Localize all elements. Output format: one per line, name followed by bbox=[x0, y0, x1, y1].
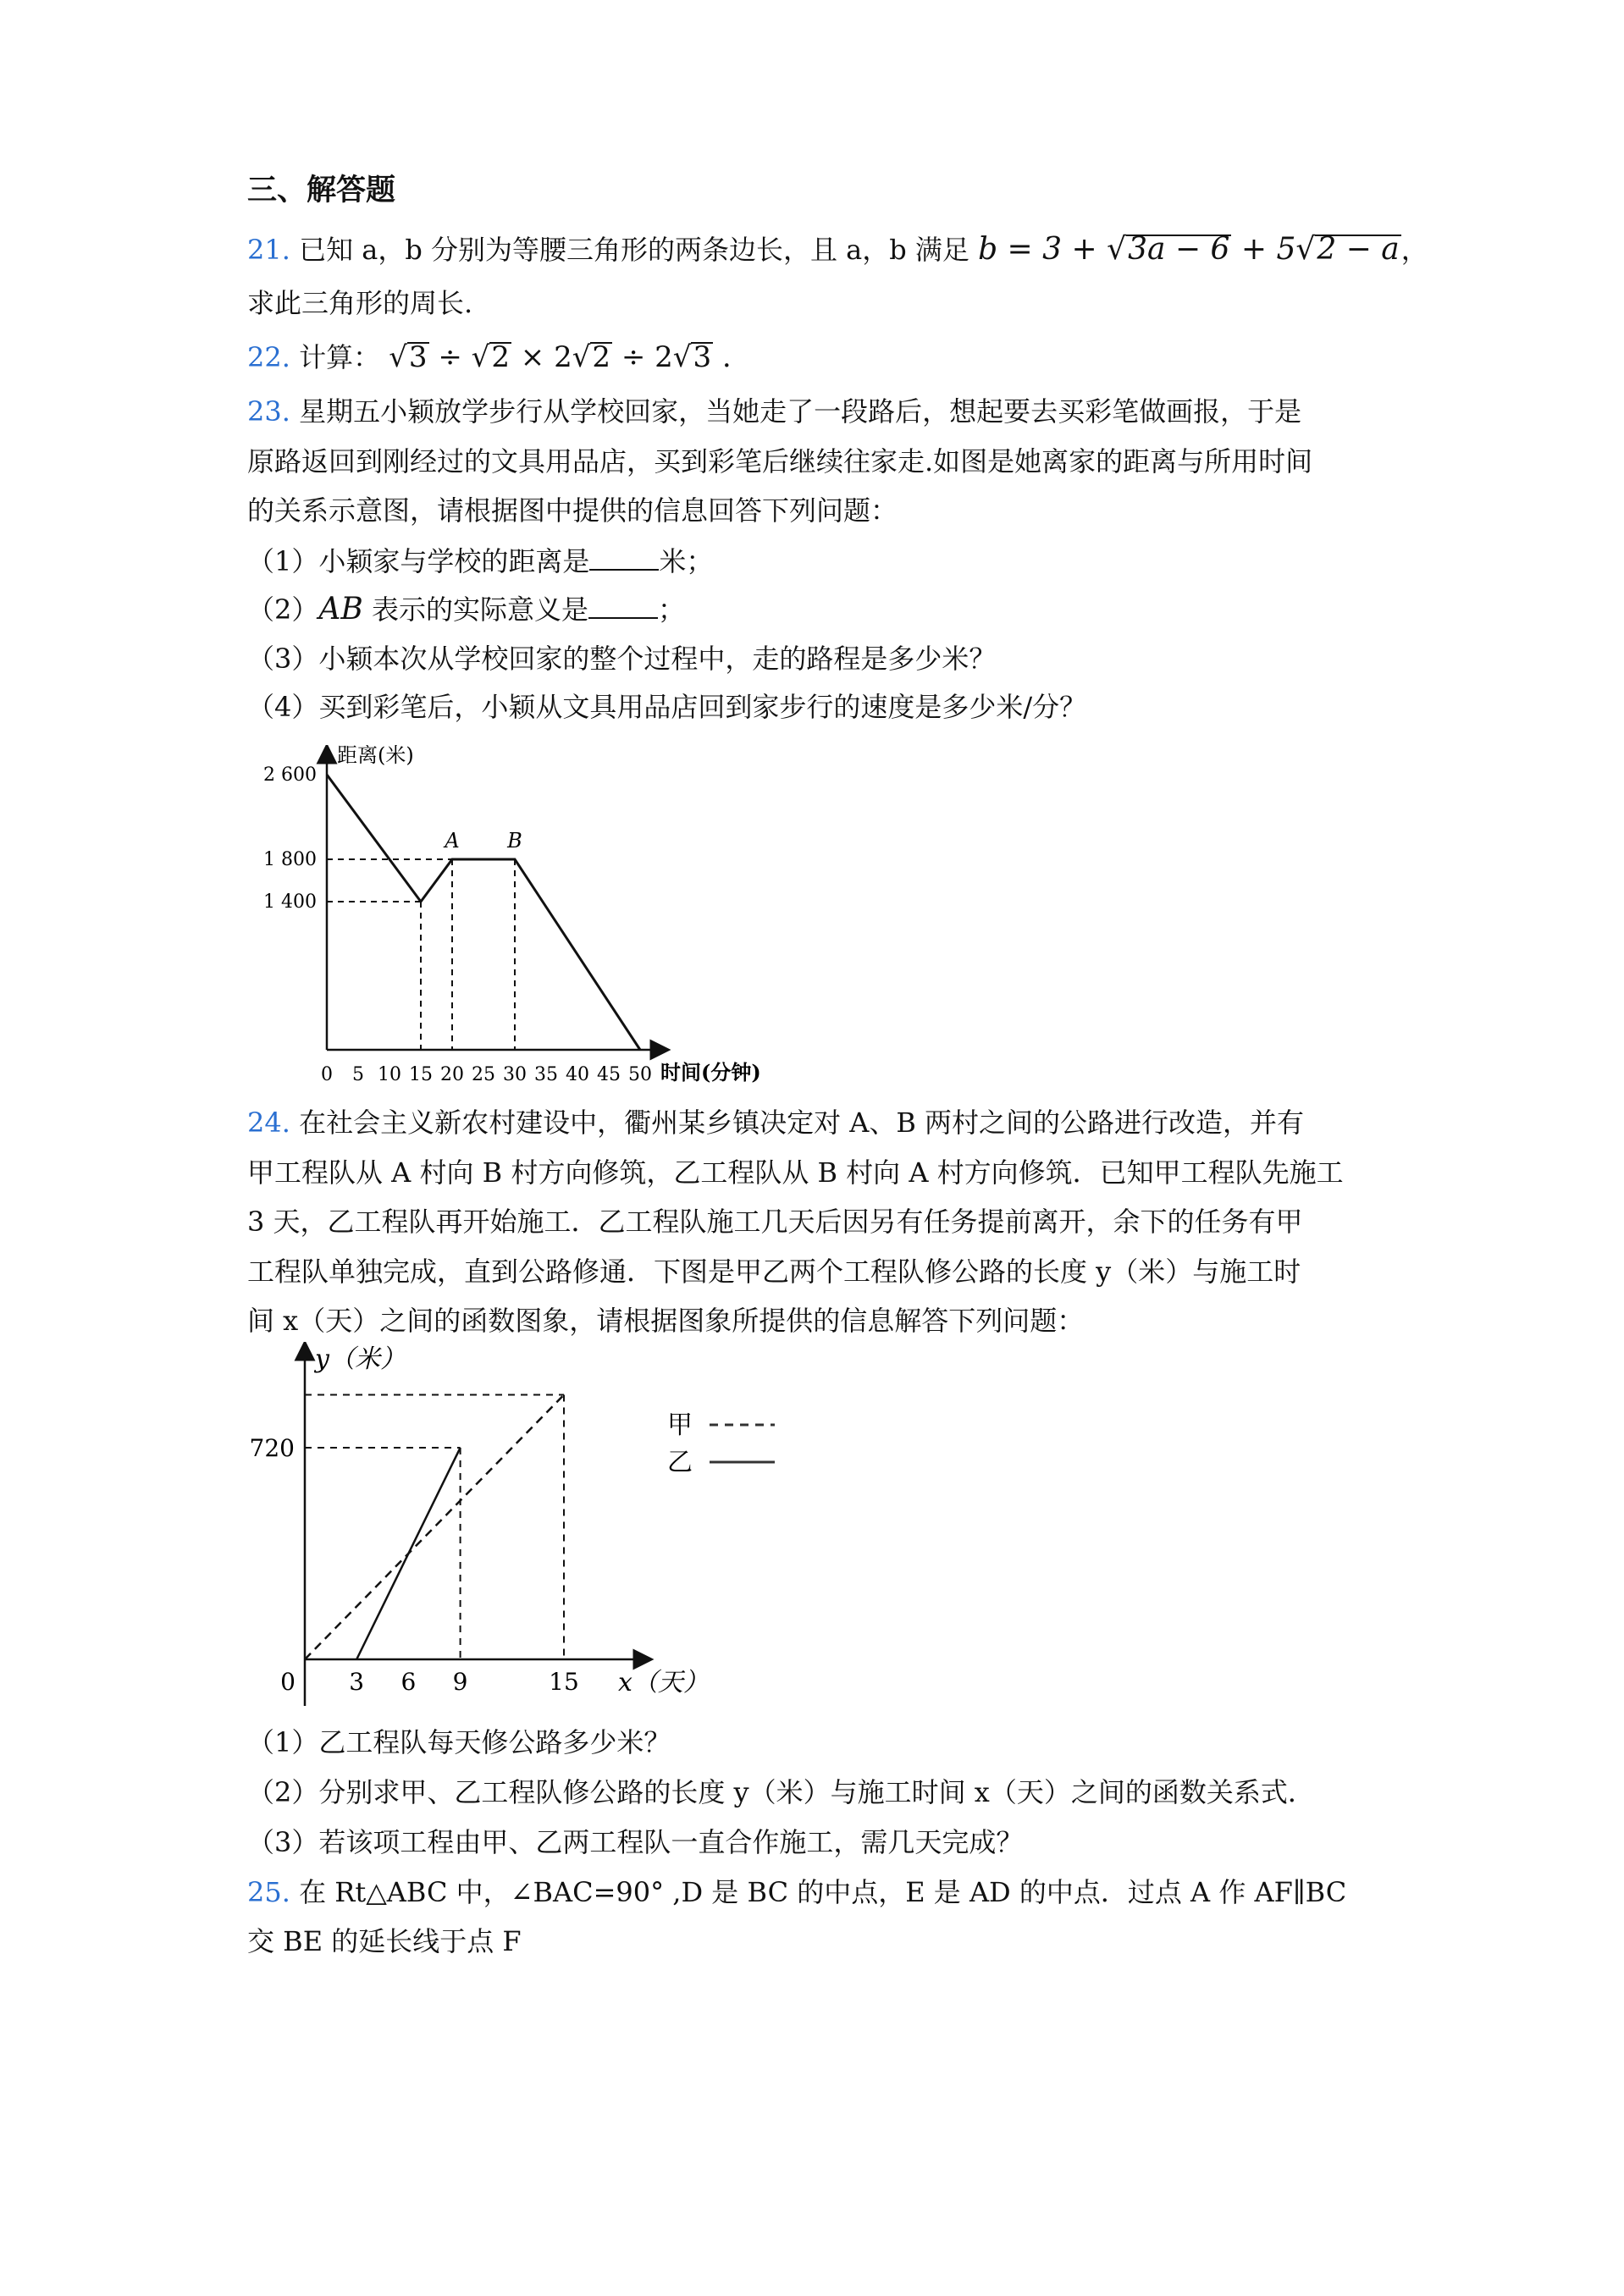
question-24-line-3: 3 天，乙工程队再开始施工．乙工程队施工几天后因另有任务提前离开，余下的任务有甲 bbox=[247, 1206, 1303, 1238]
radicand: 2 bbox=[592, 340, 611, 374]
part-text: 表示的实际意义是 bbox=[372, 593, 589, 626]
segment-label: AB bbox=[318, 592, 363, 626]
x-tick-label: 0 bbox=[321, 1064, 333, 1084]
road-length-chart bbox=[237, 1342, 830, 1723]
x-tick-label: 3 bbox=[349, 1668, 365, 1696]
radicand: 3a − 6 bbox=[1128, 232, 1230, 267]
x-tick-label: 35 bbox=[534, 1064, 558, 1084]
question-24-part-3: （3）若该项工程由甲、乙两工程队一直合作施工，需几天完成？ bbox=[247, 1826, 1024, 1858]
legend-label-jia: 甲 bbox=[667, 1410, 693, 1440]
x-tick-label: 15 bbox=[409, 1064, 433, 1084]
question-number: 21. bbox=[247, 234, 290, 266]
part-text: ； bbox=[658, 593, 686, 626]
formula-part: + 5 bbox=[1231, 232, 1296, 267]
question-23-part-3: （3）小颖本次从学校回家的整个过程中，走的路程是多少米？ bbox=[247, 643, 997, 675]
question-text: 在社会主义新农村建设中，衢州某乡镇决定对 A、B 两村之间的公路进行改造，并有 bbox=[299, 1107, 1305, 1139]
x-tick-label: 6 bbox=[400, 1668, 417, 1696]
y-axis-label: 距离(米) bbox=[337, 745, 414, 767]
question-24-part-2: （2）分别求甲、乙工程队修公路的长度 y（米）与施工时间 x（天）之间的函数关系式． bbox=[247, 1776, 1315, 1808]
question-23-line-3: 的关系示意图，请根据图中提供的信息回答下列问题： bbox=[247, 494, 898, 527]
answer-blank[interactable] bbox=[588, 593, 658, 619]
question-number: 22. bbox=[247, 341, 290, 373]
question-number: 23. bbox=[247, 395, 290, 428]
question-24-part-1: （1）乙工程队每天修公路多少米？ bbox=[247, 1726, 671, 1758]
x-tick-label: 0 bbox=[280, 1668, 296, 1696]
question-24-line-4: 工程队单独完成，直到公路修通．下图是甲乙两个工程队修公路的长度 y（米）与施工时 bbox=[247, 1256, 1301, 1288]
x-tick-label: 15 bbox=[549, 1668, 579, 1696]
radicand: 3 bbox=[693, 340, 712, 374]
operator: ÷ bbox=[428, 340, 472, 374]
formula: b = 3 + √3a − 6 + 5√2 − a bbox=[978, 232, 1400, 267]
x-tick-label: 30 bbox=[503, 1064, 527, 1084]
answer-blank[interactable] bbox=[589, 545, 659, 571]
radicand: 3 bbox=[408, 340, 428, 374]
question-25-line-2: 交 BE 的延长线于点 F bbox=[247, 1925, 522, 1957]
x-tick-label: 9 bbox=[452, 1668, 468, 1696]
part-text: （1）小颖家与学校的距离是 bbox=[247, 545, 590, 577]
y-tick-label: 720 bbox=[249, 1434, 295, 1463]
question-22 bbox=[247, 340, 732, 374]
x-axis-label: 时间(分钟) bbox=[660, 1060, 761, 1084]
y-tick-label: 1 400 bbox=[263, 891, 317, 913]
point-label-a: A bbox=[445, 829, 460, 853]
distance-time-chart bbox=[237, 745, 813, 1084]
x-tick-label: 45 bbox=[597, 1064, 621, 1084]
operator: ÷ 2 bbox=[612, 340, 673, 374]
question-number: 24. bbox=[247, 1107, 290, 1139]
question-23-part-4: （4）买到彩笔后，小颖从文具用品店回到家步行的速度是多少米/分？ bbox=[247, 691, 1087, 723]
x-tick-label: 20 bbox=[440, 1064, 464, 1084]
x-axis-label: x（天） bbox=[618, 1668, 709, 1697]
series-jia-line bbox=[305, 1395, 564, 1659]
question-24-line-5: 间 x（天）之间的函数图象，请根据图象所提供的信息解答下列问题： bbox=[247, 1305, 1085, 1337]
question-text: 星期五小颖放学步行从学校回家，当她走了一段路后，想起要去买彩笔做画报，于是 bbox=[299, 395, 1302, 428]
question-21-line-1 bbox=[247, 233, 1428, 267]
punctuation: . bbox=[713, 340, 732, 374]
punctuation: ， bbox=[1400, 234, 1428, 266]
radicand: 2 − a bbox=[1317, 232, 1400, 267]
question-25-line-1 bbox=[247, 1875, 1346, 1909]
y-tick-label: 2 600 bbox=[263, 764, 317, 786]
question-23-line-1 bbox=[247, 395, 1301, 428]
question-24-line-2: 甲工程队从 A 村向 B 村方向修筑，乙工程队从 B 村向 A 村方向修筑．已知甲工程队先施工 bbox=[247, 1156, 1344, 1189]
question-23-part-2 bbox=[247, 593, 685, 626]
distance-line bbox=[327, 775, 640, 1050]
formula-part: b = 3 + bbox=[978, 232, 1108, 267]
question-23-part-1 bbox=[247, 544, 713, 578]
x-tick-label: 5 bbox=[352, 1064, 364, 1084]
y-axis-label: y（米） bbox=[315, 1344, 406, 1374]
series-yi-line bbox=[356, 1448, 460, 1659]
radicand: 2 bbox=[491, 340, 510, 374]
y-tick-label: 1 800 bbox=[263, 849, 317, 870]
question-23-line-2: 原路返回到刚经过的文具用品店，买到彩笔后继续往家走.如图是她离家的距离与所用时间 bbox=[247, 445, 1313, 477]
x-tick-label: 25 bbox=[472, 1064, 495, 1084]
formula: √3 ÷ √2 × 2√2 ÷ 2√3 . bbox=[389, 340, 732, 374]
x-tick-label: 40 bbox=[566, 1064, 589, 1084]
x-tick-label: 10 bbox=[378, 1064, 401, 1084]
question-text: 已知 a，b 分别为等腰三角形的两条边长，且 a，b 满足 bbox=[299, 234, 969, 266]
part-text: 米； bbox=[659, 545, 714, 577]
operator: × 2 bbox=[511, 340, 572, 374]
question-text: 在 Rt△ABC 中，∠BAC=90° ,D 是 BC 的中点，E 是 AD 的中点．过点 A 作 AF∥BC bbox=[299, 1876, 1347, 1908]
legend-label-yi: 乙 bbox=[667, 1448, 693, 1477]
question-24-line-1 bbox=[247, 1106, 1304, 1140]
section-heading: 三、解答题 bbox=[247, 174, 396, 207]
question-21-line-2: 求此三角形的周长. bbox=[247, 287, 473, 319]
question-label: 计算： bbox=[299, 341, 381, 373]
point-label-b: B bbox=[507, 829, 522, 853]
x-tick-label: 50 bbox=[628, 1064, 652, 1084]
question-number: 25. bbox=[247, 1876, 290, 1908]
part-text: （2） bbox=[247, 593, 319, 626]
